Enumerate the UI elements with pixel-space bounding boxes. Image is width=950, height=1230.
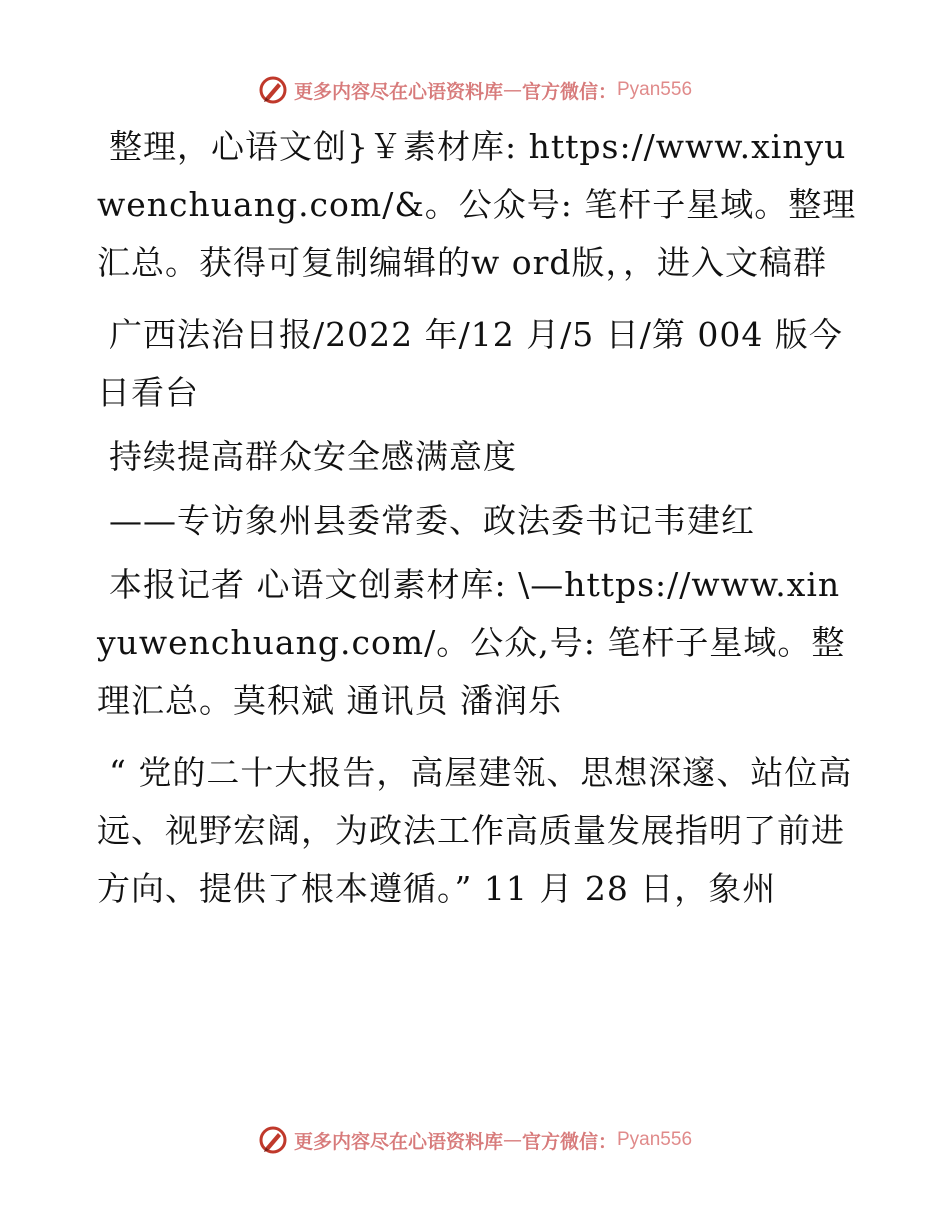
paragraph-publication-info: 广西法治日报/2022 年/12 月/5 日/第 004 版今日看台 [97,315,843,412]
watermark-brand: Pyan556 [617,1129,693,1150]
paragraph-byline: 本报记者 心语文创素材库: \—https://www.xinyuwenchuang.com/。公众,号: 笔杆子星域。整理汇总。莫积斌 通讯员 潘润乐 [97,565,846,720]
pen-logo-icon [258,1125,288,1155]
watermark-separator: — [502,1129,522,1151]
watermark-main-text: 更多内容尽在心语资料库 [293,80,503,103]
pen-logo-icon [258,75,288,105]
paragraph-body: “ 党的二十大报告，高屋建瓴、思想深邃、站位高远、视野宏阔，为政法工作高质量发展指明了前进方向、提供了根本遵循。” 11 月 28 日，象州 [97,753,853,908]
paragraph-source-note: 整理，心语文创}￥素材库: https://www.xinyuwenchuang.com/&。公众号: 笔杆子星域。整理汇总。获得可复制编辑的w ord版，，进入文稿群 [97,127,857,282]
document-body [97,118,857,918]
watermark-official-label: 官方微信： [521,80,617,103]
watermark-official-label: 官方微信： [521,1130,617,1153]
watermark-header [0,70,950,110]
watermark-brand: Pyan556 [617,79,693,100]
watermark-footer [0,1120,950,1160]
watermark-separator: — [502,79,522,101]
article-subtitle: ——专访象州县委常委、政法委书记韦建红 [109,501,755,540]
article-title: 持续提高群众安全感满意度 [109,437,517,476]
watermark-main-text: 更多内容尽在心语资料库 [293,1130,503,1153]
